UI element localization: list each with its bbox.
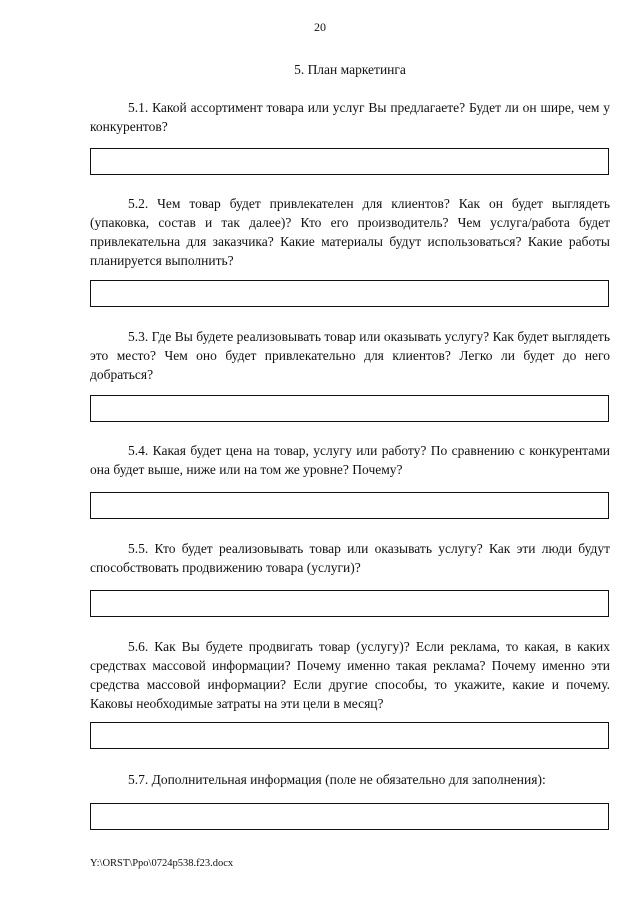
answer-field-5-4[interactable] xyxy=(90,492,609,519)
question-5-4: 5.4. Какая будет цена на товар, услугу или работу? По сравнению с конкурентами она будет выше, ниже или на том же уровне? Почему? xyxy=(90,443,610,477)
answer-field-5-1[interactable] xyxy=(90,148,609,175)
answer-field-5-6[interactable] xyxy=(90,722,609,749)
question-5-5: 5.5. Кто будет реализовывать товар или оказывать услугу? Как эти люди будут способствовать продвижению товара (услуги)? xyxy=(90,541,610,575)
section-title: 5. План маркетинга xyxy=(294,62,406,77)
question-5-7: 5.7. Дополнительная информация (поле не обязательно для заполнения): xyxy=(128,772,546,787)
footer-file-path: Y:\ORST\Ppo\0724p538.f23.docx xyxy=(90,858,234,869)
answer-field-5-3[interactable] xyxy=(90,395,609,422)
page-number: 20 xyxy=(314,20,326,34)
answer-field-5-7[interactable] xyxy=(90,803,609,830)
answer-field-5-5[interactable] xyxy=(90,590,609,617)
question-5-6: 5.6. Как Вы будете продвигать товар (услугу)? Если реклама, то какая, в каких средствах массовой информации? Почему именно такая реклама? Почему именно эти средства массовой информации? Если другие способы, то укажите, какие и почему. Каковы необходимые затраты на эти цели в месяц? xyxy=(90,639,610,711)
question-5-2: 5.2. Чем товар будет привлекателен для клиентов? Как он будет выглядеть (упаковка, состав и так далее)? Кто его производитель? Чем услуга/работа будет привлекательна для заказчика? Какие материалы будут использоваться? Какие работы планируется выполнить? xyxy=(90,196,610,268)
question-5-3: 5.3. Где Вы будете реализовывать товар или оказывать услугу? Как будет выглядеть это место? Чем оно будет привлекательно для клиентов? Легко ли будет до него добраться? xyxy=(90,329,610,382)
question-5-1: 5.1. Какой ассортимент товара или услуг Вы предлагаете? Будет ли он шире, чем у конкурентов? xyxy=(90,100,610,134)
answer-field-5-2[interactable] xyxy=(90,280,609,307)
